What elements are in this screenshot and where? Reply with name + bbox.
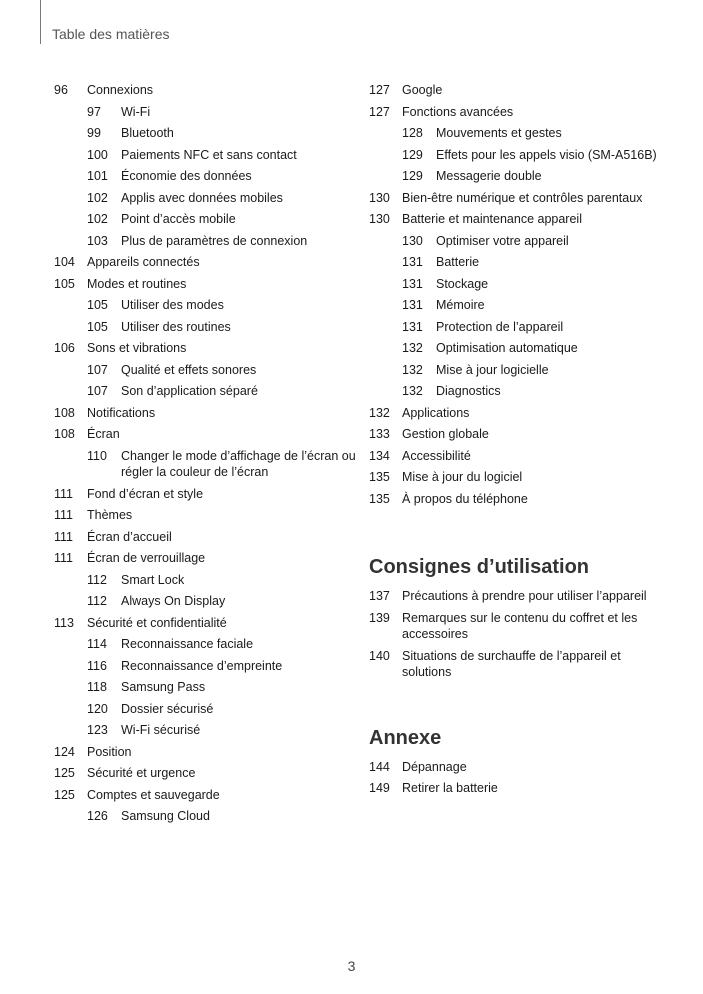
toc-entry[interactable] (369, 588, 669, 610)
toc-entry-title: Situations de surchauffe de l’appareil et solutions (402, 648, 621, 679)
toc-entry[interactable] (369, 426, 669, 448)
toc-page-number: 112 (87, 594, 107, 608)
toc-entry[interactable] (54, 615, 374, 637)
toc-entry[interactable] (54, 254, 374, 276)
toc-entry-title: Messagerie double (436, 169, 542, 183)
section-spacer (369, 686, 669, 724)
toc-entry-title: Smart Lock (121, 572, 185, 587)
toc-entry[interactable] (54, 82, 374, 104)
toc-entry-title: Batterie et maintenance appareil (402, 212, 582, 226)
toc-entry-title: Position (87, 744, 132, 759)
toc-page-number: 105 (87, 319, 108, 334)
toc-entry-title: Reconnaissance faciale (121, 637, 254, 651)
toc-entry-title: À propos du téléphone (402, 491, 528, 506)
toc-entry[interactable] (369, 448, 669, 470)
toc-entry-title: Diagnostics (436, 384, 501, 398)
toc-page-number: 112 (87, 572, 107, 587)
toc-entry[interactable] (369, 491, 669, 513)
header-rule (40, 0, 41, 44)
toc-entry-title: Optimisation automatique (436, 341, 578, 355)
toc-entry-title: Point d’accès mobile (121, 212, 236, 226)
toc-entry-title: Thèmes (87, 508, 133, 522)
toc-entry-title: Utiliser des modes (121, 298, 224, 312)
toc-page-number: 129 (402, 147, 423, 162)
section-heading-annexe: Annexe (369, 726, 442, 749)
toc-page-number: 97 (87, 104, 101, 119)
toc-entry-title: Mémoire (436, 298, 485, 312)
toc-entry-title: Reconnaissance d’empreinte (121, 658, 283, 673)
toc-entry-title: Qualité et effets sonores (121, 362, 257, 377)
toc-entry[interactable] (369, 780, 669, 802)
toc-entry-title: Plus de paramètres de connexion (121, 233, 308, 248)
toc-page-number: 108 (54, 405, 75, 420)
toc-entry[interactable] (369, 610, 669, 648)
toc-entry-title: Paiements NFC et sans contact (121, 147, 297, 162)
toc-subentry[interactable] (54, 168, 374, 190)
toc-page-number: 135 (369, 470, 390, 484)
toc-entry-title: Modes et routines (87, 276, 187, 291)
toc-entry-title: Samsung Cloud (121, 809, 210, 823)
toc-entry[interactable] (369, 405, 669, 427)
toc-subentry[interactable] (54, 593, 374, 615)
toc-page-number: 99 (87, 126, 101, 140)
toc-entry-title: Optimiser votre appareil (436, 233, 569, 248)
toc-entry-title: Bien-être numérique et contrôles parentaux (402, 190, 643, 205)
toc-entry-title: Notifications (87, 405, 156, 420)
toc-page-number: 131 (402, 276, 423, 291)
toc-page-number: 111 (54, 529, 74, 544)
toc-page-number: 128 (402, 126, 423, 140)
toc-subentry[interactable] (369, 383, 669, 405)
toc-page-number: 113 (54, 615, 74, 630)
toc-entry-title: Fonctions avancées (402, 104, 514, 119)
toc-subentry[interactable] (369, 319, 669, 341)
toc-entry-title: Appareils connectés (87, 255, 200, 269)
toc-page-number: 125 (54, 787, 75, 802)
toc-subentry[interactable] (54, 147, 374, 169)
toc-entry-title: Remarques sur le contenu du coffret et les accessoires (402, 610, 638, 641)
toc-entry[interactable] (369, 211, 669, 233)
toc-subentry[interactable] (369, 254, 669, 276)
toc-entry[interactable] (369, 190, 669, 212)
toc-page-number: 149 (369, 781, 390, 795)
toc-entry-title: Accessibilité (402, 448, 471, 463)
toc-subentry[interactable] (369, 233, 669, 255)
toc-entry-title: Retirer la batterie (402, 781, 498, 795)
toc-left-column (54, 82, 374, 830)
toc-subentry[interactable] (369, 297, 669, 319)
toc-entry-title: Samsung Pass (121, 680, 206, 694)
toc-page-number: 127 (369, 83, 390, 97)
toc-entry[interactable] (54, 744, 374, 766)
toc-page-number: 140 (369, 648, 390, 663)
toc-subentry[interactable] (369, 147, 669, 169)
toc-subentry[interactable] (54, 362, 374, 384)
toc-page-number: 123 (87, 723, 108, 737)
toc-page-number: 134 (369, 448, 390, 463)
toc-subentry[interactable] (54, 572, 374, 594)
toc-entry[interactable] (54, 426, 374, 448)
toc-entry-title: Applications (402, 405, 470, 420)
toc-entry[interactable] (369, 648, 669, 686)
toc-page-number: 116 (87, 658, 107, 673)
toc-entry-title: Son d’application séparé (121, 384, 258, 398)
toc-subentry[interactable] (369, 168, 669, 190)
toc-entry-title: Applis avec données mobiles (121, 190, 283, 205)
toc-entry-title: Fond d’écran et style (87, 486, 204, 501)
toc-subentry[interactable] (54, 104, 374, 126)
toc-entry[interactable] (369, 759, 669, 781)
toc-subentry[interactable] (54, 211, 374, 233)
toc-entry[interactable] (369, 82, 669, 104)
toc-entry[interactable] (54, 787, 374, 809)
toc-page-number: 131 (402, 298, 423, 312)
toc-entry-title: Always On Display (121, 594, 226, 608)
page-header-title: Table des matières (52, 26, 170, 42)
toc-page-number: 105 (54, 276, 75, 291)
toc-page-number: 120 (87, 701, 108, 716)
toc-entry-title: Dossier sécurisé (121, 701, 214, 716)
toc-entry[interactable] (54, 276, 374, 298)
toc-entry[interactable] (369, 469, 669, 491)
toc-entry-title: Wi-Fi sécurisé (121, 723, 201, 737)
toc-subentry[interactable] (369, 125, 669, 147)
toc-page-number: 107 (87, 362, 108, 377)
toc-entry-title: Sécurité et urgence (87, 766, 196, 780)
toc-page-number: 111 (54, 508, 74, 522)
toc-page-number: 135 (369, 491, 390, 506)
toc-page-number: 102 (87, 190, 108, 205)
toc-subentry[interactable] (54, 383, 374, 405)
toc-page-number: 130 (369, 190, 390, 205)
toc-page-number: 96 (54, 83, 68, 97)
toc-subentry[interactable] (54, 636, 374, 658)
toc-page-number: 100 (87, 147, 108, 162)
toc-page-number: 131 (402, 255, 423, 269)
toc-entry-title: Bluetooth (121, 126, 174, 140)
toc-right-column (369, 82, 669, 802)
toc-page-number: 132 (402, 362, 423, 377)
toc-page-number: 130 (369, 212, 390, 226)
toc-page-number: 127 (369, 104, 390, 119)
toc-subentry[interactable] (54, 233, 374, 255)
toc-entry-title: Effets pour les appels visio (SM-A516B) (436, 147, 657, 162)
toc-entry-title: Connexions (87, 83, 154, 97)
toc-entry[interactable] (54, 405, 374, 427)
toc-page-number: 105 (87, 298, 108, 312)
toc-entry[interactable] (54, 550, 374, 572)
toc-entry-title: Google (402, 83, 443, 97)
toc-page-number: 110 (87, 448, 107, 463)
toc-page-number: 118 (87, 680, 107, 694)
toc-page-number: 107 (87, 384, 108, 398)
toc-page-number: 132 (402, 384, 423, 398)
toc-subentry[interactable] (369, 276, 669, 298)
toc-subentry[interactable] (54, 190, 374, 212)
toc-entry-title: Écran d’accueil (87, 529, 172, 544)
toc-subentry[interactable] (54, 319, 374, 341)
toc-page-number: 124 (54, 744, 75, 759)
toc-page-number: 132 (369, 405, 390, 420)
toc-entry-title: Gestion globale (402, 427, 489, 441)
toc-page-number: 111 (54, 551, 74, 565)
toc-subentry[interactable] (54, 658, 374, 680)
toc-subentry[interactable] (54, 679, 374, 701)
toc-subentry[interactable] (369, 340, 669, 362)
toc-entry-title: Mise à jour du logiciel (402, 470, 523, 484)
toc-entry-title: Dépannage (402, 759, 467, 774)
toc-page-number: 108 (54, 427, 75, 441)
toc-page-number: 103 (87, 233, 108, 248)
toc-entry-title: Écran (87, 427, 120, 441)
toc-entry[interactable] (54, 507, 374, 529)
toc-page-number: 101 (87, 169, 108, 183)
toc-entry-title: Comptes et sauvegarde (87, 787, 220, 802)
toc-subentry[interactable] (54, 297, 374, 319)
toc-entry-title: Wi-Fi (121, 104, 151, 119)
toc-page-number: 104 (54, 255, 75, 269)
toc-entry[interactable] (54, 486, 374, 508)
toc-page-number: 130 (402, 233, 423, 248)
toc-page-number: 132 (402, 341, 423, 355)
toc-page-number: 137 (369, 589, 390, 603)
toc-subentry[interactable] (54, 722, 374, 744)
toc-entry-title: Protection de l’appareil (436, 319, 564, 334)
toc-subentry[interactable] (54, 808, 374, 830)
page-number: 3 (347, 958, 356, 974)
toc-page-number: 126 (87, 809, 108, 823)
toc-page-number: 131 (402, 319, 423, 334)
toc-entry-title: Économie des données (121, 169, 252, 183)
toc-entry-title: Utiliser des routines (121, 319, 231, 334)
toc-entry-title: Stockage (436, 276, 489, 291)
section-spacer (369, 512, 669, 553)
toc-entry-title: Changer le mode d’affichage de l’écran ou régler la couleur de l’écran (121, 448, 356, 479)
toc-entry[interactable] (54, 340, 374, 362)
toc-entry-title: Mouvements et gestes (436, 126, 562, 140)
toc-entry-title: Écran de verrouillage (87, 551, 206, 565)
toc-page-number: 129 (402, 169, 423, 183)
toc-page-number: 114 (87, 637, 107, 651)
toc-entry-title: Sécurité et confidentialité (87, 615, 227, 630)
toc-subentry[interactable] (369, 362, 669, 384)
toc-entry[interactable] (369, 104, 669, 126)
toc-subentry[interactable] (54, 448, 374, 486)
toc-entry-title: Sons et vibrations (87, 341, 187, 355)
toc-page-number: 102 (87, 212, 108, 226)
toc-entry[interactable] (54, 529, 374, 551)
section-heading-consignes: Consignes d’utilisation (369, 556, 590, 578)
toc-page-number: 139 (369, 610, 390, 625)
toc-entry-title: Précautions à prendre pour utiliser l’appareil (402, 589, 647, 603)
toc-page-number: 133 (369, 427, 390, 441)
toc-subentry[interactable] (54, 701, 374, 723)
toc-page-number: 125 (54, 766, 75, 780)
toc-subentry[interactable] (54, 125, 374, 147)
toc-page-number: 144 (369, 759, 390, 774)
toc-page-number: 106 (54, 341, 75, 355)
toc-entry-title: Mise à jour logicielle (436, 362, 549, 377)
toc-entry[interactable] (54, 765, 374, 787)
toc-page-number: 111 (54, 486, 74, 501)
toc-entry-title: Batterie (436, 255, 480, 269)
